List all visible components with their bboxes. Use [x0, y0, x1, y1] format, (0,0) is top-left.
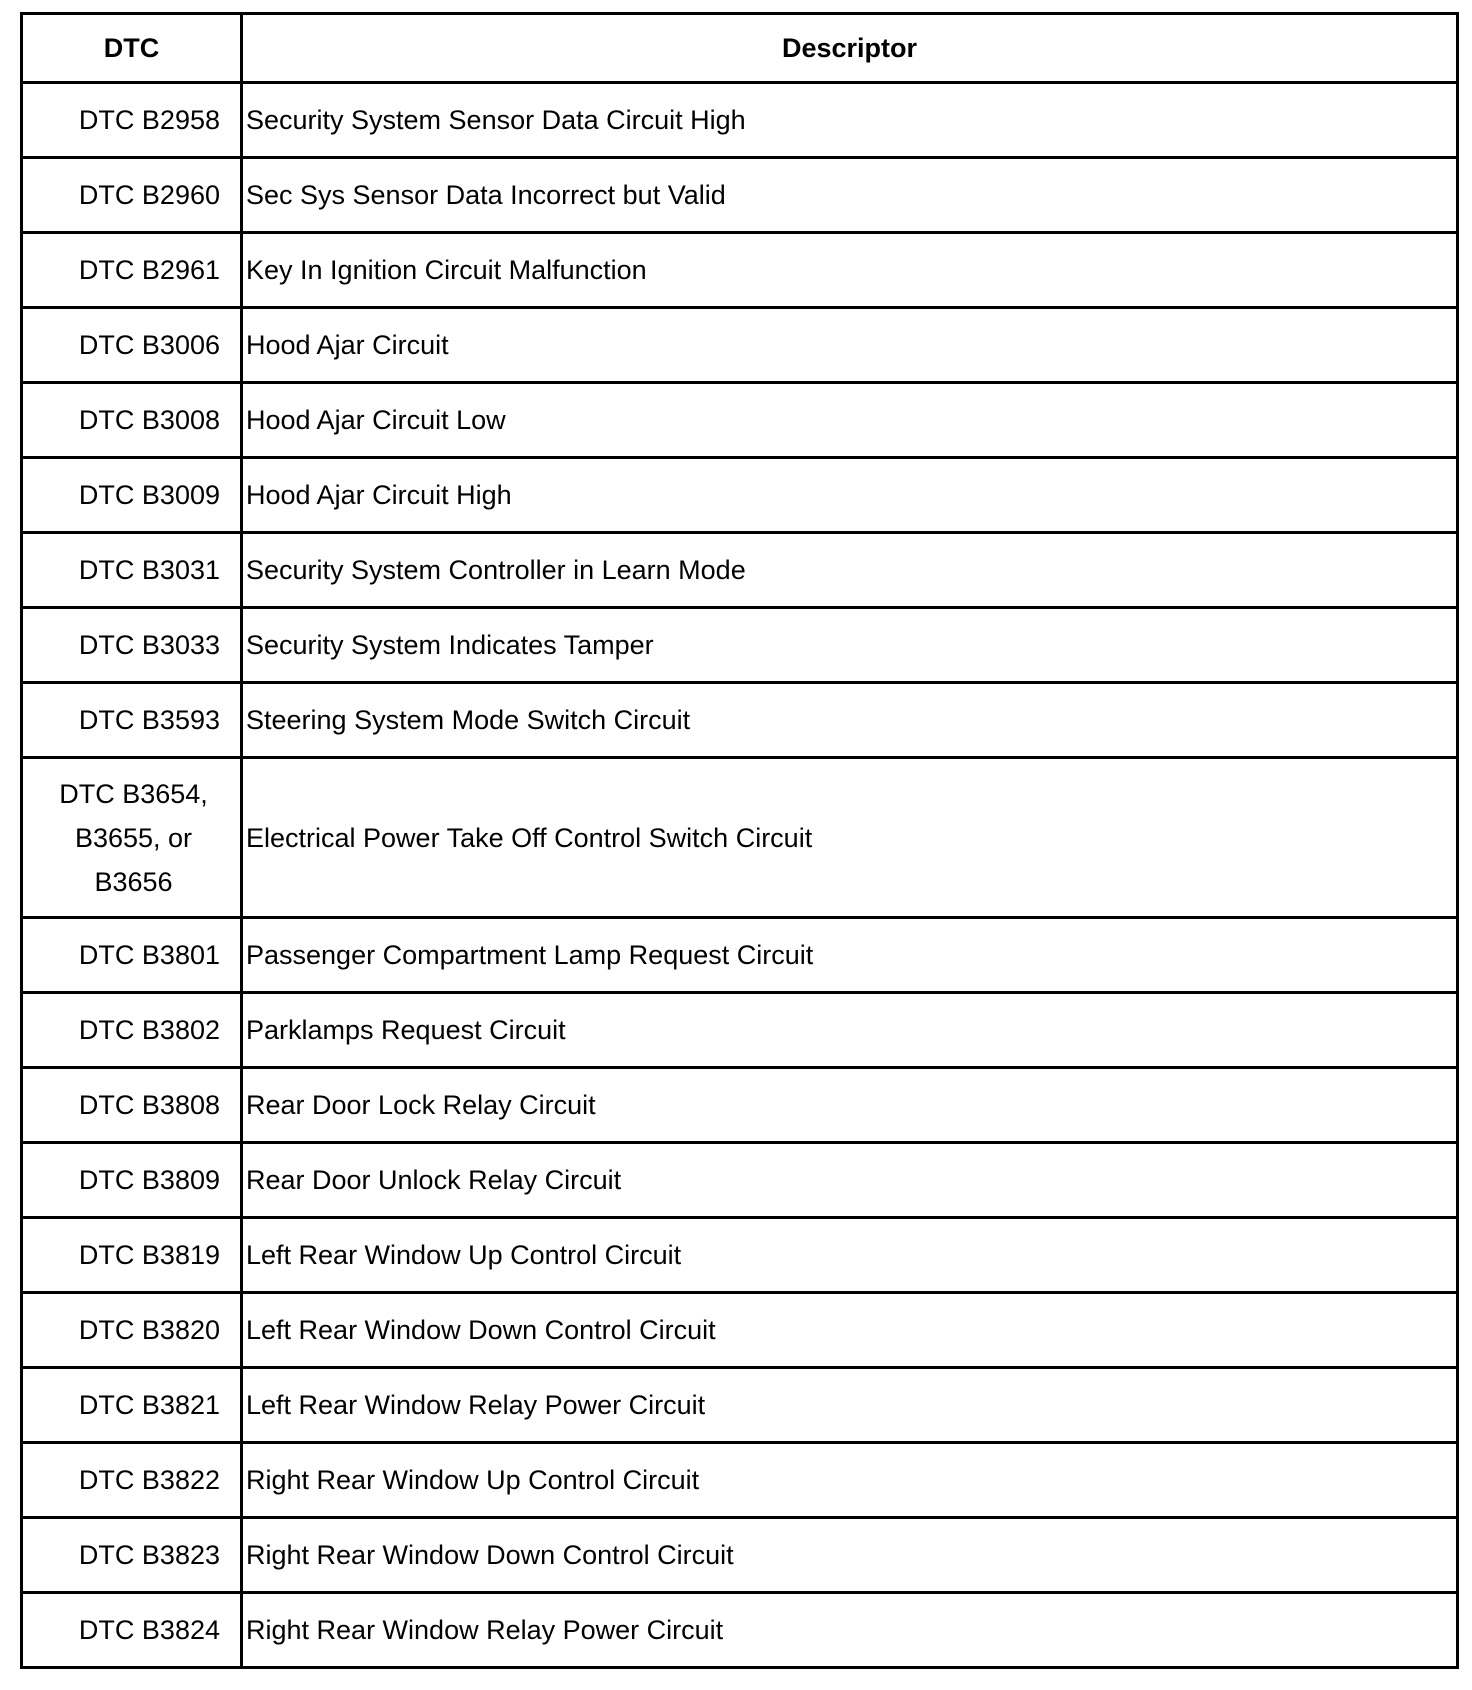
table-row	[22, 533, 1458, 608]
dtc-code: DTC B2958	[22, 83, 242, 158]
dtc-code: DTC B3006	[22, 308, 242, 383]
dtc-code: DTC B3824	[22, 1593, 242, 1668]
dtc-code: DTC B3809	[22, 1143, 242, 1218]
dtc-code: DTC B3801	[22, 918, 242, 993]
dtc-descriptor: Steering System Mode Switch Circuit	[242, 683, 1458, 758]
dtc-descriptor: Left Rear Window Relay Power Circuit	[242, 1368, 1458, 1443]
dtc-descriptor: Electrical Power Take Off Control Switch Circuit	[242, 758, 1458, 918]
dtc-descriptor: Left Rear Window Up Control Circuit	[242, 1218, 1458, 1293]
dtc-code: DTC B3033	[22, 608, 242, 683]
dtc-table	[20, 12, 1459, 1669]
dtc-descriptor: Hood Ajar Circuit Low	[242, 383, 1458, 458]
table-row	[22, 1368, 1458, 1443]
dtc-code-multi	[22, 758, 242, 918]
dtc-code-line: DTC B3654,	[59, 778, 208, 809]
dtc-code: DTC B3031	[22, 533, 242, 608]
table-row	[22, 683, 1458, 758]
table-row	[22, 383, 1458, 458]
dtc-code: DTC B2961	[22, 233, 242, 308]
table-row	[22, 1218, 1458, 1293]
dtc-descriptor: Hood Ajar Circuit	[242, 308, 1458, 383]
dtc-descriptor: Sec Sys Sensor Data Incorrect but Valid	[242, 158, 1458, 233]
dtc-descriptor: Security System Controller in Learn Mode	[242, 533, 1458, 608]
dtc-code: DTC B3823	[22, 1518, 242, 1593]
table-row	[22, 158, 1458, 233]
dtc-descriptor: Rear Door Lock Relay Circuit	[242, 1068, 1458, 1143]
dtc-code: DTC B3820	[22, 1293, 242, 1368]
table-row	[22, 1293, 1458, 1368]
dtc-descriptor: Right Rear Window Relay Power Circuit	[242, 1593, 1458, 1668]
table-row	[22, 233, 1458, 308]
dtc-code: DTC B3822	[22, 1443, 242, 1518]
dtc-descriptor: Right Rear Window Up Control Circuit	[242, 1443, 1458, 1518]
dtc-code: DTC B3819	[22, 1218, 242, 1293]
dtc-descriptor: Right Rear Window Down Control Circuit	[242, 1518, 1458, 1593]
dtc-descriptor: Left Rear Window Down Control Circuit	[242, 1293, 1458, 1368]
dtc-code: DTC B3009	[22, 458, 242, 533]
table-row	[22, 1443, 1458, 1518]
table-row	[22, 308, 1458, 383]
dtc-descriptor: Passenger Compartment Lamp Request Circuit	[242, 918, 1458, 993]
dtc-code: DTC B3821	[22, 1368, 242, 1443]
dtc-code: DTC B2960	[22, 158, 242, 233]
dtc-descriptor: Parklamps Request Circuit	[242, 993, 1458, 1068]
column-header-descriptor: Descriptor	[242, 14, 1458, 83]
table-row	[22, 1593, 1458, 1668]
dtc-descriptor: Security System Sensor Data Circuit High	[242, 83, 1458, 158]
dtc-code-line: B3656	[94, 866, 173, 897]
dtc-code: DTC B3808	[22, 1068, 242, 1143]
dtc-code: DTC B3802	[22, 993, 242, 1068]
dtc-code: DTC B3008	[22, 383, 242, 458]
table-row	[22, 918, 1458, 993]
dtc-code-line: B3655, or	[74, 822, 193, 853]
table-row	[22, 1518, 1458, 1593]
dtc-descriptor: Hood Ajar Circuit High	[242, 458, 1458, 533]
dtc-descriptor: Key In Ignition Circuit Malfunction	[242, 233, 1458, 308]
table-row	[22, 83, 1458, 158]
dtc-code: DTC B3593	[22, 683, 242, 758]
table-row	[22, 1068, 1458, 1143]
table-row	[22, 993, 1458, 1068]
dtc-table-container	[20, 12, 1456, 1669]
table-header-row	[22, 14, 1458, 83]
table-row	[22, 758, 1458, 918]
dtc-descriptor: Rear Door Unlock Relay Circuit	[242, 1143, 1458, 1218]
table-row	[22, 1143, 1458, 1218]
table-row	[22, 458, 1458, 533]
table-row	[22, 608, 1458, 683]
column-header-dtc: DTC	[22, 14, 242, 83]
dtc-descriptor: Security System Indicates Tamper	[242, 608, 1458, 683]
